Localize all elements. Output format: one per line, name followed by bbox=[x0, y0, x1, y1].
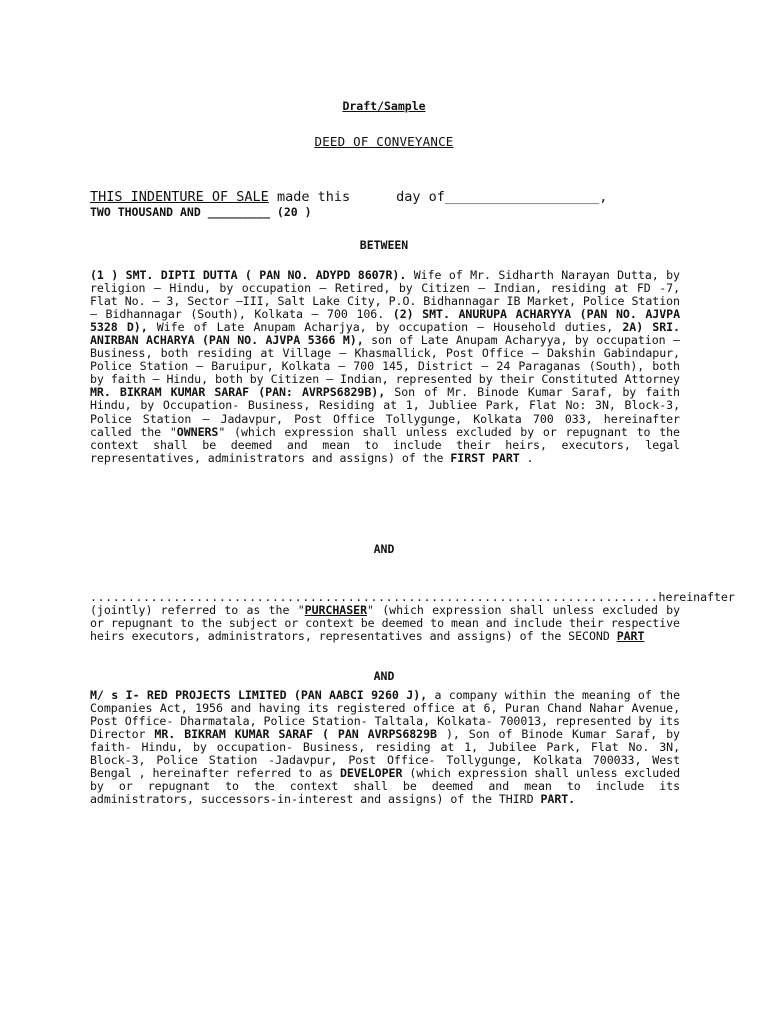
developer-label: DEVELOPER bbox=[340, 766, 403, 781]
developer-text-1: a company within the meaning of the Companies Act, 1956 and having its registered office at 6, Puran Chand Nahar Avenue, Post Office- Dharmatala, Police Station- Taltala, Kolkata- 700013, represented by its Director bbox=[90, 688, 680, 742]
draft-sample-label: Draft/Sample bbox=[342, 99, 426, 113]
party-1-details: Wife of Mr. Sidharth Narayan Dutta, by religion – Hindu, by occupation – Retired, by Citizen – Indian, residing at FD -7, Flat No. – 3, Sector –III, Salt Lake City, P.O. Bidhannagar IB Market, Police Station – Bidhannagar (South), Kolkata – 700 106. bbox=[90, 268, 680, 322]
indenture-lead: THIS INDENTURE OF SALE bbox=[90, 189, 269, 205]
owners-label: OWNERS bbox=[176, 424, 219, 439]
party-3-details: son of Late Anupam Acharyya, by occupation – Business, both residing at Village – Khasmallick, Post Office – Dakshin Gabindapur, Police Station – Baruipur, Kolkata – 700 145, District – 24 Paraganas (South), both by faith – Hindu, both by Citizen – Indian, represented by their Constituted Attorney bbox=[90, 333, 680, 387]
party-1-name: (1 ) SMT. DIPTI DUTTA ( PAN NO. ADYPD 8607R). bbox=[90, 268, 407, 282]
developer-text-2: ), Son of Binode Kumar Saraf, by faith- Hindu, by occupation- Business, residing at 1, Jubilee Park, Flat No. 3N, Block-3, Police Station -Jadavpur, Post Office- Tollygunge, Kolkata 700033, West Bengal , hereinafter referred to as bbox=[90, 727, 680, 781]
between-label: BETWEEN bbox=[359, 238, 409, 252]
and-label-2: AND bbox=[373, 669, 395, 683]
owners-definition: " (which expression shall unless excluded by or repugnant to the context shall be deemed and mean to include their heirs, executors, legal representatives, administrators and assigns) of the bbox=[90, 424, 680, 465]
indenture-year-line: TWO THOUSAND AND _________ (20 ) bbox=[90, 205, 312, 219]
party-2-details: Wife of Late Anupam Acharjya, by occupation – Household duties, bbox=[147, 320, 623, 335]
owners-paragraph bbox=[90, 269, 680, 465]
purchaser-paragraph bbox=[90, 590, 735, 644]
party-2-name: (2) SMT. ANURUPA ACHARYYA (PAN NO. AJVPA 5328 D), bbox=[90, 307, 680, 335]
developer-name: M/ s I- RED PROJECTS LIMITED (PAN AABCI 9260 J), bbox=[90, 688, 428, 702]
indenture-made-this: made this bbox=[268, 189, 351, 205]
indenture-clause bbox=[90, 189, 680, 219]
purchaser-text-1: (jointly) referred to as the " bbox=[90, 603, 305, 618]
purchaser-blank: ........................................................................... bbox=[90, 590, 659, 604]
purchaser-label: PURCHASER bbox=[304, 603, 368, 618]
deed-title: DEED OF CONVEYANCE bbox=[314, 134, 454, 149]
third-part-label: PART. bbox=[540, 792, 576, 807]
party-3-name: 2A) SRI. ANIRBAN ACHARYA (PAN NO. AJVPA 5366 M), bbox=[90, 320, 680, 348]
purchaser-text-2: " (which expression shall unless excluded by or repugnant to the subject or context be deemed to mean and include their respective heirs executors, administrators, representatives and assigns) of the SECOND bbox=[90, 603, 681, 644]
owners-end: . bbox=[519, 450, 534, 465]
developer-text-3: (which expression shall unless excluded by or repugnant to the context shall be deemed and mean to include its administrators, successors-in-interest and assigns) of the THIRD bbox=[90, 766, 681, 807]
first-part-label: FIRST PART bbox=[450, 450, 520, 465]
indenture-day-of: day of___________________, bbox=[396, 189, 608, 205]
developer-paragraph bbox=[90, 689, 680, 806]
attorney-name: MR. BIKRAM KUMAR SARAF (PAN: AVRPS6829B), bbox=[90, 385, 386, 400]
director-name: MR. BIKRAM KUMAR SARAF ( PAN AVRPS6829B bbox=[154, 727, 437, 742]
and-label-1: AND bbox=[373, 542, 395, 556]
second-part-label: PART bbox=[616, 629, 645, 644]
attorney-details: Son of Mr. Binode Kumar Saraf, by faith Hindu, by Occupation- Business, Residing at 1, Jubliee Park, Flat No: 3N, Block-3, Police Station – Jadavpur, Post Office Tollygunge, Kolkata 700 033, hereinafter called the " bbox=[90, 385, 680, 439]
purchaser-hereinafter: hereinafter bbox=[658, 590, 735, 604]
